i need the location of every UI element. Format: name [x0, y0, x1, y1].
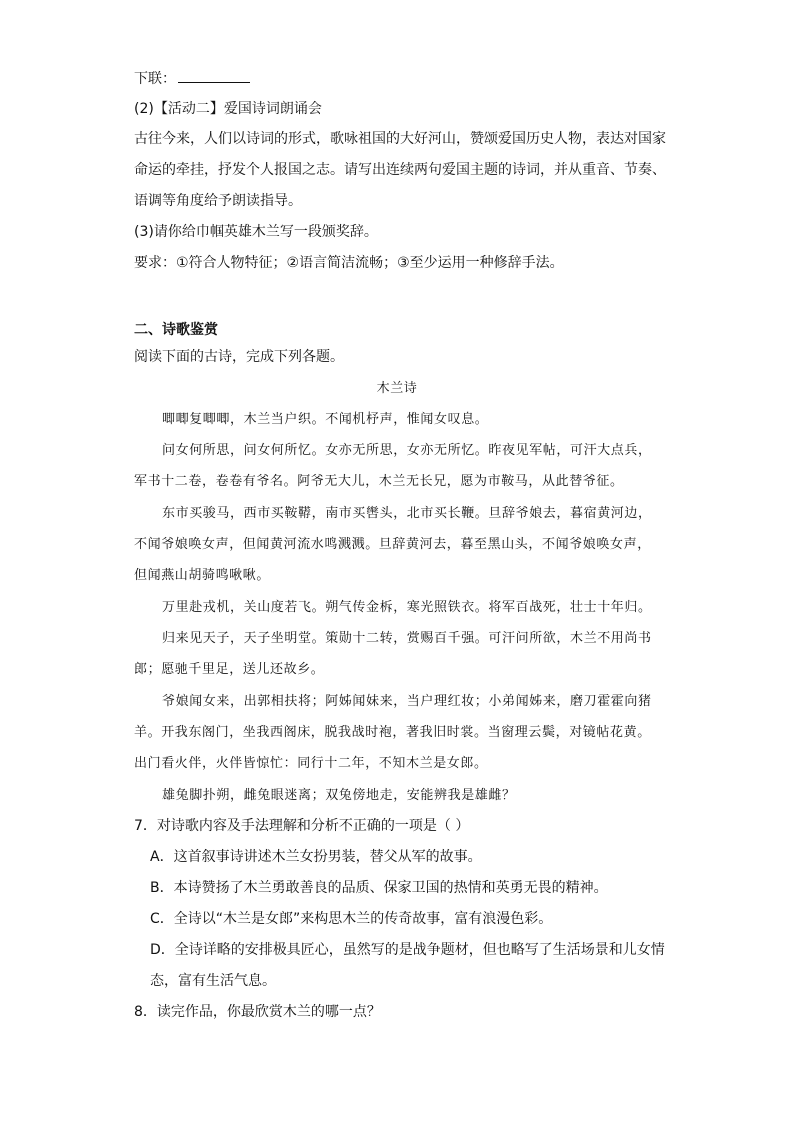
poem-line: 万里赴戎机，关山度若飞。朔气传金柝，寒光照铁衣。将军百战死，壮士十年归。	[162, 600, 652, 615]
poem-line: 郎；愿驰千里足，送儿还故乡。	[134, 662, 325, 677]
requirement-text: 要求：①符合人物特征；②语言简洁流畅；③至少运用一种修辞手法。	[134, 255, 564, 271]
poem-line: 爷娘闻女来，出郭相扶将；阿姊闻妹来，当户理红妆；小弟闻姊来，磨刀霍霍向猪	[162, 694, 652, 709]
poem-line: 归来见天子，天子坐明堂。策勋十二转，赏赐百千强。可汗问所欲，木兰不用尚书	[162, 631, 652, 646]
poem-line: 军书十二卷，卷卷有爷名。阿爷无大儿，木兰无长兄，愿为市鞍马，从此替爷征。	[134, 474, 624, 489]
activity2-text-line: 古往今来，人们以诗词的形式，歌咏祖国的大好河山，赞颂爱国历史人物，表达对国家	[134, 131, 666, 147]
answer-blank[interactable]	[178, 68, 250, 83]
q7-option-a[interactable]: A．这首叙事诗讲述木兰女扮男装，替父从军的故事。	[150, 849, 482, 865]
poem-title: 木兰诗	[376, 381, 418, 396]
poem-line: 问女何所思，问女何所忆。女亦无所思，女亦无所忆。昨夜见军帖，可汗大点兵，	[162, 443, 652, 458]
poem-line: 羊。开我东阁门，坐我西阁床，脱我战时袍，著我旧时裳。当窗理云鬓，对镜帖花黄。	[134, 725, 651, 740]
q7-option-d-continued: 态，富有生活气息。	[150, 973, 276, 989]
xia-lian-line	[134, 68, 250, 89]
activity2-text-line: 命运的牵挂，抒发个人报国之志。请写出连续两句爱国主题的诗词，并从重音、节奏、	[134, 162, 666, 178]
section-heading: 二、诗歌鉴赏	[134, 322, 218, 338]
q7-option-d[interactable]: D．全诗详略的安排极具匠心，虽然写的是战争题材，但也略写了生活场景和儿女情	[150, 942, 665, 958]
poem-line: 出门看火伴，火伴皆惊忙：同行十二年，不知木兰是女郎。	[134, 756, 488, 771]
xia-lian-label: 下联：	[134, 71, 176, 87]
question-8-stem: 8．读完作品，你最欣赏木兰的哪一点？	[134, 1004, 381, 1020]
activity2-heading: (2)【活动二】爱国诗词朗诵会	[134, 101, 322, 117]
question-7-stem: 7．对诗歌内容及手法理解和分析不正确的一项是（ ）	[134, 818, 470, 834]
poem-line: 东市买骏马，西市买鞍鞯，南市买辔头，北市买长鞭。旦辞爷娘去，暮宿黄河边，	[162, 506, 652, 521]
section-instruction: 阅读下面的古诗，完成下列各题。	[134, 349, 344, 365]
poem-line: 雄兔脚扑朔，雌兔眼迷离；双兔傍地走，安能辨我是雄雌？	[162, 788, 516, 803]
poem-line: 唧唧复唧唧，木兰当户织。不闻机杼声，惟闻女叹息。	[162, 412, 489, 427]
q7-option-c[interactable]: C．全诗以“木兰是女郎”来构思木兰的传奇故事，富有浪漫色彩。	[150, 911, 553, 927]
q7-option-b[interactable]: B．本诗赞扬了木兰勇敢善良的品质、保家卫国的热情和英勇无畏的精神。	[150, 880, 608, 896]
question-3: (3)请你给巾帼英雄木兰写一段颁奖辞。	[134, 224, 378, 240]
poem-line: 但闻燕山胡骑鸣啾啾。	[134, 568, 271, 583]
activity2-text-line: 语调等角度给予朗读指导。	[134, 193, 302, 209]
poem-line: 不闻爷娘唤女声，但闻黄河流水鸣溅溅。旦辞黄河去，暮至黑山头，不闻爷娘唤女声，	[134, 537, 651, 552]
